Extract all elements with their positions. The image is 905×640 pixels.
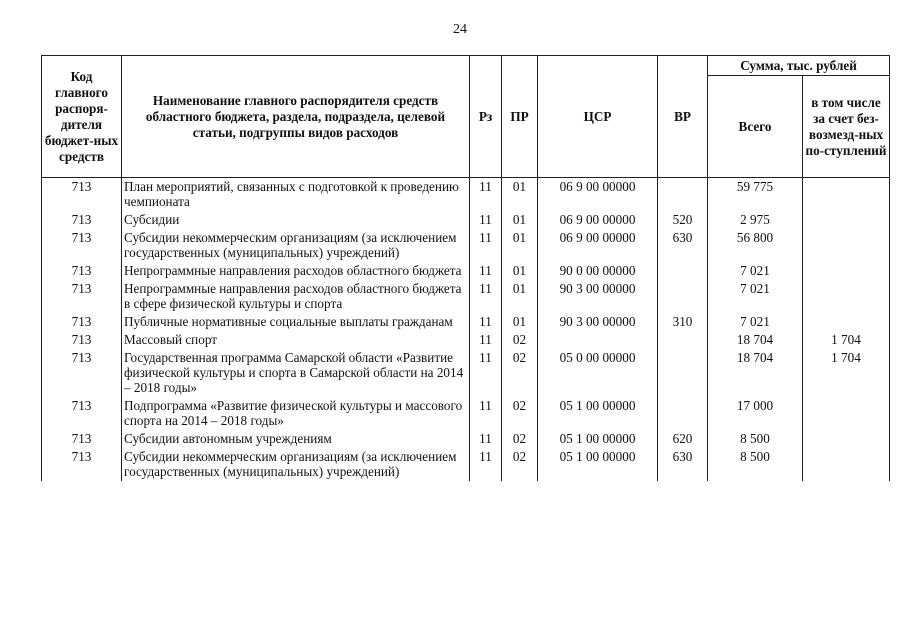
table-body [42, 178, 890, 482]
cell-rz: 11 [470, 262, 502, 280]
table-row [42, 229, 890, 262]
cell-pr: 01 [502, 211, 538, 229]
cell-vr: 630 [658, 229, 708, 262]
cell-vr: 310 [658, 313, 708, 331]
table-row [42, 331, 890, 349]
cell-code: 713 [42, 349, 122, 397]
cell-total: 8 500 [708, 430, 803, 448]
cell-name: Публичные нормативные социальные выплаты гражданам [122, 313, 470, 331]
table-row [42, 178, 890, 212]
cell-csr: 06 9 00 00000 [538, 229, 658, 262]
cell-total: 56 800 [708, 229, 803, 262]
cell-total: 8 500 [708, 448, 803, 481]
cell-vr [658, 262, 708, 280]
cell-code: 713 [42, 262, 122, 280]
table-row [42, 349, 890, 397]
cell-csr: 90 3 00 00000 [538, 313, 658, 331]
cell-total: 7 021 [708, 280, 803, 313]
header-code: Код главного распоря-дителя бюджет-ных средств [42, 56, 122, 178]
header-pr: ПР [502, 56, 538, 178]
header-vr: ВР [658, 56, 708, 178]
header-csr: ЦСР [538, 56, 658, 178]
cell-free [803, 280, 890, 313]
cell-pr: 02 [502, 397, 538, 430]
cell-name: Непрограммные направления расходов областного бюджета в сфере физической культуры и спорта [122, 280, 470, 313]
cell-code: 713 [42, 331, 122, 349]
cell-pr: 02 [502, 349, 538, 397]
header-sum-group: Сумма, тыс. рублей [708, 56, 890, 76]
cell-name: Государственная программа Самарской области «Развитие физической культуры и спорта в Самарской области на 2014 – 2018 годы» [122, 349, 470, 397]
cell-name: Субсидии автономным учреждениям [122, 430, 470, 448]
cell-pr: 02 [502, 430, 538, 448]
cell-total: 7 021 [708, 313, 803, 331]
cell-csr: 90 0 00 00000 [538, 262, 658, 280]
header-name: Наименование главного распорядителя средств областного бюджета, раздела, подраздела, целевой статьи, подгруппы видов расходов [122, 56, 470, 178]
cell-free [803, 229, 890, 262]
cell-code: 713 [42, 448, 122, 481]
cell-pr: 01 [502, 178, 538, 212]
header-free: в том числе за счет без-возмезд-ных по-ступлений [803, 76, 890, 178]
table-row [42, 280, 890, 313]
table-row [42, 313, 890, 331]
cell-vr [658, 331, 708, 349]
cell-name: Субсидии [122, 211, 470, 229]
cell-pr: 01 [502, 280, 538, 313]
cell-code: 713 [42, 430, 122, 448]
table-row [42, 397, 890, 430]
budget-table [41, 55, 890, 481]
cell-csr: 05 0 00 00000 [538, 349, 658, 397]
cell-rz: 11 [470, 349, 502, 397]
cell-rz: 11 [470, 448, 502, 481]
table-row [42, 262, 890, 280]
cell-free [803, 430, 890, 448]
cell-csr [538, 331, 658, 349]
cell-pr: 02 [502, 331, 538, 349]
cell-code: 713 [42, 178, 122, 212]
cell-pr: 01 [502, 262, 538, 280]
cell-total: 2 975 [708, 211, 803, 229]
table-row [42, 430, 890, 448]
cell-rz: 11 [470, 280, 502, 313]
cell-total: 18 704 [708, 349, 803, 397]
cell-total: 17 000 [708, 397, 803, 430]
cell-vr: 620 [658, 430, 708, 448]
cell-vr [658, 178, 708, 212]
table-row [42, 448, 890, 481]
header-rz: Рз [470, 56, 502, 178]
cell-code: 713 [42, 313, 122, 331]
cell-free [803, 211, 890, 229]
cell-csr: 06 9 00 00000 [538, 178, 658, 212]
cell-rz: 11 [470, 211, 502, 229]
page-number: 24 [453, 22, 467, 37]
cell-name: Подпрограмма «Развитие физической культуры и массового спорта на 2014 – 2018 годы» [122, 397, 470, 430]
cell-code: 713 [42, 211, 122, 229]
cell-name: План мероприятий, связанных с подготовкой к проведению чемпионата [122, 178, 470, 212]
cell-csr: 90 3 00 00000 [538, 280, 658, 313]
cell-pr: 02 [502, 448, 538, 481]
cell-rz: 11 [470, 178, 502, 212]
cell-free [803, 178, 890, 212]
cell-free [803, 313, 890, 331]
cell-rz: 11 [470, 397, 502, 430]
cell-vr: 520 [658, 211, 708, 229]
cell-vr [658, 349, 708, 397]
cell-free [803, 262, 890, 280]
header-total: Всего [708, 76, 803, 178]
cell-total: 59 775 [708, 178, 803, 212]
cell-name: Субсидии некоммерческим организациям (за исключением государственных (муниципальных) учреждений) [122, 229, 470, 262]
cell-vr [658, 280, 708, 313]
cell-rz: 11 [470, 229, 502, 262]
cell-code: 713 [42, 397, 122, 430]
cell-free [803, 448, 890, 481]
cell-total: 7 021 [708, 262, 803, 280]
cell-code: 713 [42, 229, 122, 262]
cell-name: Субсидии некоммерческим организациям (за исключением государственных (муниципальных) учреждений) [122, 448, 470, 481]
cell-free: 1 704 [803, 331, 890, 349]
cell-csr: 05 1 00 00000 [538, 430, 658, 448]
cell-total: 18 704 [708, 331, 803, 349]
cell-vr: 630 [658, 448, 708, 481]
cell-csr: 06 9 00 00000 [538, 211, 658, 229]
table-row [42, 211, 890, 229]
cell-rz: 11 [470, 331, 502, 349]
cell-pr: 01 [502, 313, 538, 331]
cell-rz: 11 [470, 313, 502, 331]
cell-free [803, 397, 890, 430]
cell-rz: 11 [470, 430, 502, 448]
cell-vr [658, 397, 708, 430]
cell-name: Непрограммные направления расходов областного бюджета [122, 262, 470, 280]
table-header [42, 56, 890, 178]
cell-free: 1 704 [803, 349, 890, 397]
cell-csr: 05 1 00 00000 [538, 397, 658, 430]
cell-pr: 01 [502, 229, 538, 262]
cell-code: 713 [42, 280, 122, 313]
cell-name: Массовый спорт [122, 331, 470, 349]
cell-csr: 05 1 00 00000 [538, 448, 658, 481]
